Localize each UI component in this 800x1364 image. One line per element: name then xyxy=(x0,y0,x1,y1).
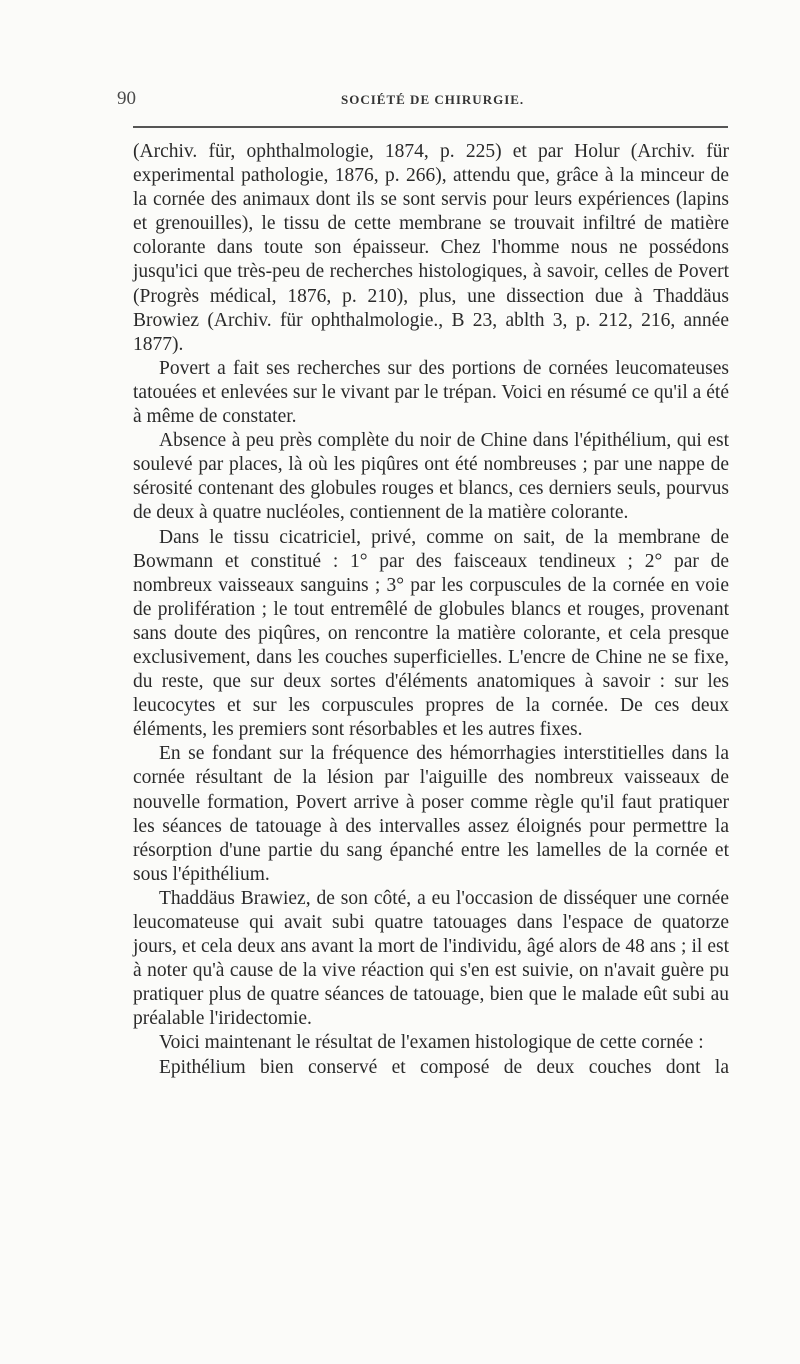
page-header xyxy=(117,88,737,114)
paragraph-4: Dans le tissu cicatriciel, privé, comme on sait, de la membrane de Bowmann et constitué : 1° par des faisceaux tendineux ; 2° par de nombreux vaisseaux sanguins ; 3° par les corpuscules de la cornée en voie de prolifération ; le tout entremêlé de globules blancs et rouges, provenant sans doute des piqûres, on rencontre la matière colorante, et cela presque exclusivement, dans les couches superficielles. L'encre de Chine ne se fixe, du reste, que sur deux sortes d'éléments anatomiques à savoir : sur les leucocytes et sur les corpuscules propres de la cornée. De ces deux éléments, les premiers sont résorbables et les autres fixes. xyxy=(133,526,729,741)
body-text xyxy=(133,140,729,1080)
paragraph-3: Absence à peu près complète du noir de Chine dans l'épithélium, qui est soulevé par places, là où les piqûres ont été nombreuses ; par une nappe de sérosité contenant des globules rouges et blancs, ces derniers seuls, pourvus de deux à quatre nucléoles, contiennent de la matière colorante. xyxy=(133,430,729,524)
paragraph-2: Povert a fait ses recherches sur des portions de cornées leucomateuses tatouées et enlevées sur le vivant par le trépan. Voici en résumé ce qu'il a été à même de constater. xyxy=(133,357,729,428)
paragraph-5: En se fondant sur la fréquence des hémorrhagies interstitielles dans la cornée résultant de la lésion par l'aiguille des nombreux vaisseaux de nouvelle formation, Povert arrive à poser comme règle qu'il faut pratiquer les séances de tatouage à des intervalles assez éloignés pour permettre la résorption d'une partie du sang épanché entre les lamelles de la cornée et sous l'épithélium. xyxy=(133,743,729,885)
paragraph-1: (Archiv. für, ophthalmologie, 1874, p. 225) et par Holur (Archiv. für experimental pathologie, 1876, p. 266), attendu que, grâce à la minceur de la cornée des animaux dont ils se sont servis pour leurs expériences (lapins et grenouilles), le tissu de cette membrane se trouvait infiltré de matière colorante dans toute son épaisseur. Chez l'homme nous ne possédons jusqu'ici que très-peu de recherches histologiques, à savoir, celles de Povert (Progrès médical, 1876, p. 210), plus, une dissection due à Thaddäus Browiez (Archiv. für ophthalmologie., B 23, ablth 3, p. 212, 216, année 1877). xyxy=(133,141,729,355)
paragraph-6: Thaddäus Brawiez, de son côté, a eu l'occasion de disséquer une cornée leucomateuse qui avait subi quatre tatouages dans l'espace de quatorze jours, et cela deux ans avant la mort de l'individu, âgé alors de 48 ans ; il est à noter qu'à cause de la vive réaction qui s'en est suivie, on n'avait guère pu pratiquer plus de quatre séances de tatouage, bien que le malade eût subi au préalable l'iridectomie. xyxy=(133,887,729,1030)
header-rule xyxy=(133,126,728,128)
paragraph-7: Voici maintenant le résultat de l'examen histologique de cette cornée : xyxy=(159,1032,704,1054)
paragraph-8: Epithélium bien conservé et composé de deux couches dont la xyxy=(159,1056,729,1078)
page-number: 90 xyxy=(117,88,136,109)
running-head: SOCIÉTÉ DE CHIRURGIE. xyxy=(341,92,525,107)
